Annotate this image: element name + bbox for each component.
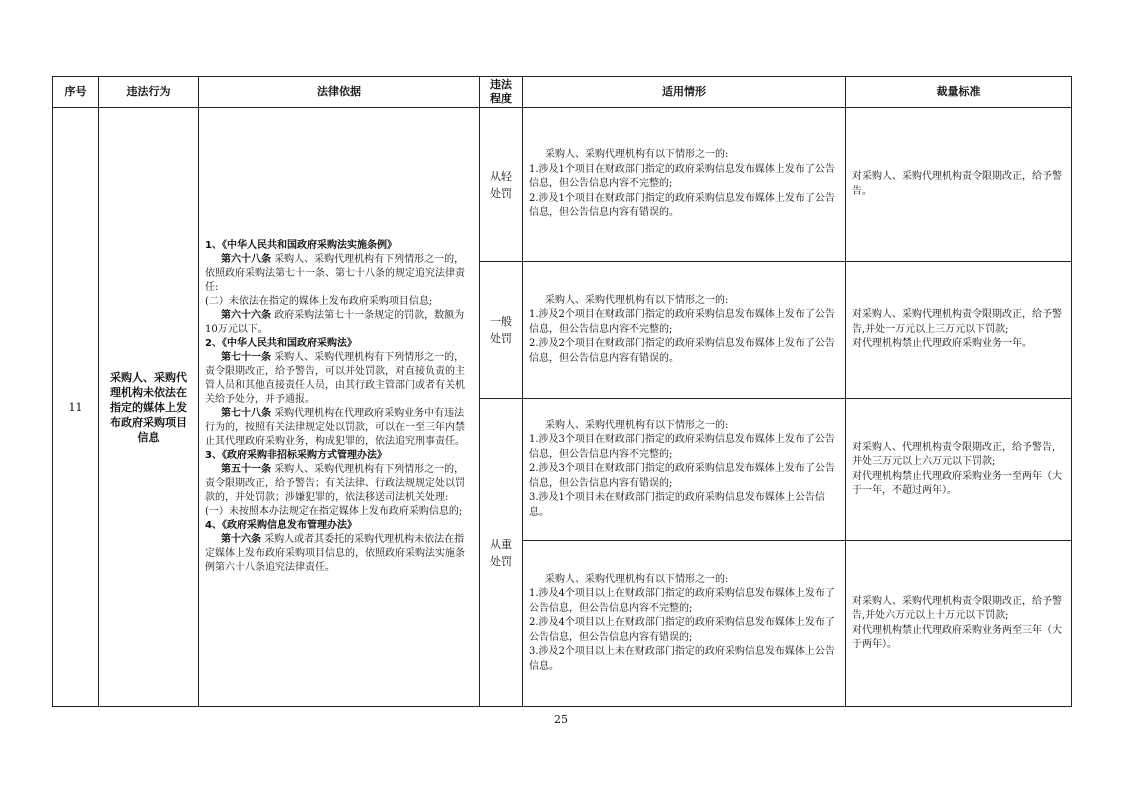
law-title: 1、《中华人民共和国政府采购法实施条例》 [205,240,397,251]
article-text: 采购人、采购代理机构有下列情形之一的，依照政府采购法第七十一条、第七十八条的规定追究法律责任: [205,254,465,293]
law-article [205,309,473,337]
situation-item: 3.涉及2个项目以上未在财政部门指定的政府采购信息发布媒体上公告信息。 [529,646,835,672]
standard-line: 对采购人、采购代理机构责令限期改正，给予警告,并处一万元以上三万元以下罚款; [852,309,1062,335]
article-text: 政府采购法第七十一条规定的罚款，数额为10万元以下。 [205,310,465,335]
law-article [205,407,473,449]
standard-line: 对采购人、采购代理机构责令限期改正，给予警告。 [852,171,1062,197]
law-title: 2、《中华人民共和国政府采购法》 [205,338,357,349]
situation-item: 2.涉及4个项目以上在财政部门指定的政府采购信息发布媒体上发布了公告信息，但公告信息内容有错误的; [529,617,835,643]
situation-item: 1.涉及4个项目以上在财政部门指定的政府采购信息发布媒体上发布了公告信息，但公告信息内容不完整的; [529,588,835,614]
level-label: 从轻处罚 [490,169,512,200]
situation-intro: 采购人、采购代理机构有以下情形之一的: [545,419,729,431]
situation-item: 1.涉及1个项目在财政部门指定的政府采购信息发布媒体上发布了公告信息，但公告信息内容不完整的; [529,163,835,190]
article-text: 采购人、采购代理机构有下列情形之一的，责令限期改正，给予警告；有关法律、行政法规规定处以罚款的，并处罚款；涉嫌犯罪的，依法移送司法机关处理: [205,464,465,503]
standard-cell [846,262,1072,399]
situation-item: 2.涉及1个项目在财政部门指定的政府采购信息发布媒体上发布了公告信息，但公告信息内容有错误的。 [529,192,835,219]
penalty-table [52,76,1072,707]
article-title: 第七十八条 [221,408,271,419]
article-text: 采购人、采购代理机构有下列情形之一的，责令限期改正，给予警告，可以并处罚款，对直接负责的主管人员和其他直接责任人员，由其行政主管部门或者有关机关给予处分，并予通报。 [205,352,465,405]
situation-intro: 采购人、采购代理机构有以下情形之一的: [545,149,729,161]
article-title: 第五十一条 [221,464,271,475]
standard-cell [846,108,1072,262]
situation-item: 2.涉及3个项目在财政部门指定的政府采购信息发布媒体上发布了公告信息，但公告信息内容有错误的; [529,463,835,489]
standard-line: 对代理机构禁止代理政府采购业务一年。 [852,338,1032,350]
row-number: 11 [53,108,99,707]
standard-line: 对采购人、代理机构责令限期改正，给予警告,并处三万元以上六万元以下罚款; [852,441,1056,467]
situation-cell [523,541,846,707]
level-heavy [480,399,523,707]
law-title: 3、《政府采购非招标采购方式管理办法》 [205,450,387,461]
standard-cell [846,541,1072,707]
situation-item: 1.涉及2个项目在财政部门指定的政府采购信息发布媒体上发布了公告信息，但公告信息内容不完整的; [529,309,835,335]
header-situation: 适用情形 [523,77,846,108]
situation-item: 1.涉及3个项目在财政部门指定的政府采购信息发布媒体上发布了公告信息，但公告信息内容不完整的; [529,434,835,460]
situation-intro: 采购人、采购代理机构有以下情形之一的: [545,294,729,306]
level-label: 从重处罚 [490,537,512,568]
header-act: 违法行为 [99,77,199,108]
article-item: (二）未依法在指定的媒体上发布政府采购项目信息; [205,296,433,307]
standard-line: 对代理机构禁止代理政府采购业务两至三年（大于两年）。 [852,624,1062,650]
article-text: 采购人或者其委托的采购代理机构未依法在指定媒体上发布政府采购项目信息的，依照政府采购法实施条例第六十八条追究法律责任。 [205,534,465,573]
table-header-row [53,77,1072,108]
article-item: (一）未按照本办法规定在指定媒体上发布政府采购信息的; [205,506,463,517]
article-title: 第十六条 [221,534,261,545]
law-article [205,463,473,505]
law-article [205,253,473,295]
law-title: 4、《政府采购信息发布管理办法》 [205,520,357,531]
page-number: 25 [554,713,568,726]
situation-item: 3.涉及1个项目未在财政部门指定的政府采购信息发布媒体上公告信息。 [529,492,825,518]
article-title: 第六十六条 [221,310,271,321]
law-article [205,351,473,407]
situation-item: 2.涉及2个项目在财政部门指定的政府采购信息发布媒体上发布了公告信息，但公告信息内容有错误的。 [529,338,835,364]
header-no: 序号 [53,77,99,108]
situation-cell [523,262,846,399]
standard-line: 对采购人、采购代理机构责令限期改正，给予警告,并处六万元以上十万元以下罚款; [852,595,1062,621]
situation-cell [523,108,846,262]
header-basis: 法律依据 [199,77,480,108]
standard-line: 对代理机构禁止代理政府采购业务一至两年（大于一年，不超过两年）。 [852,470,1062,496]
header-standard: 裁量标准 [846,77,1072,108]
situation-intro: 采购人、采购代理机构有以下情形之一的: [545,573,729,585]
article-title: 第七十一条 [221,352,271,363]
violation-act: 采购人、采购代理机构未依法在指定的媒体上发布政府采购项目信息 [99,108,199,707]
law-article [205,533,473,575]
level-general [480,262,523,399]
article-text: 采购代理机构在代理政府采购业务中有违法行为的，按照有关法律规定处以罚款，可以在一至三年内禁止其代理政府采购业务，构成犯罪的，依法追究刑事责任。 [205,408,465,447]
standard-cell [846,399,1072,541]
header-level: 违法程度 [480,77,523,108]
situation-cell [523,399,846,541]
article-title: 第六十八条 [221,254,271,265]
table-row [53,108,1072,262]
legal-basis [199,108,480,707]
level-label: 一般处罚 [490,315,512,345]
level-light [480,108,523,262]
